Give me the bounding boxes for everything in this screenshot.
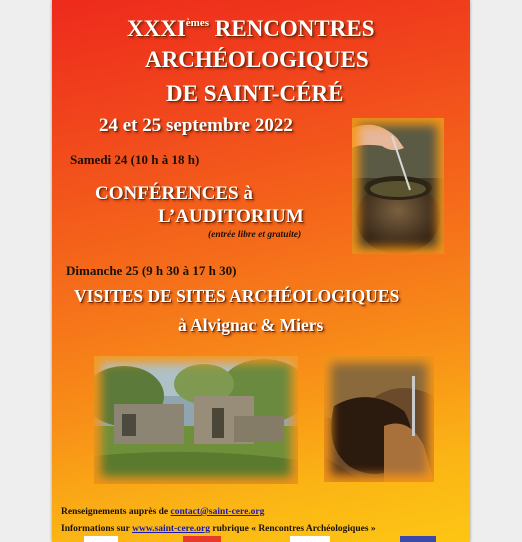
partner-logo-4: [400, 536, 436, 542]
pottery-photo: [352, 118, 444, 254]
event-dates: 24 et 25 septembre 2022: [99, 115, 293, 136]
conferences-line2: L’AUDITORIUM: [158, 206, 304, 227]
visits-line1: VISITES DE SITES ARCHÉOLOGIQUES: [74, 286, 400, 306]
poster-title-line1: XXXIèmes RENCONTRES: [127, 16, 375, 41]
conferences-note: (entrée libre et gratuite): [208, 230, 302, 240]
website-info: [61, 524, 376, 534]
cave-photo: [324, 356, 434, 482]
contact-info: [61, 507, 264, 517]
website-link[interactable]: www.saint-cere.org: [132, 524, 211, 534]
contact-email-link[interactable]: contact@saint-cere.org: [170, 507, 265, 517]
partner-logo-1: [84, 536, 118, 542]
website-label: Informations sur: [61, 524, 133, 534]
website-suffix: rubrique « Rencontres Archéologiques »: [210, 524, 376, 534]
event-poster: [52, 0, 470, 542]
sunday-schedule: Dimanche 25 (9 h 30 à 17 h 30): [66, 263, 237, 278]
conferences-line1: CONFÉRENCES à: [95, 183, 253, 204]
contact-label: Renseignements auprès de: [61, 507, 171, 517]
ruins-photo: [94, 356, 298, 484]
poster-title-line3: DE SAINT-CÉRÉ: [166, 81, 344, 106]
saturday-schedule: Samedi 24 (10 h à 18 h): [70, 152, 200, 167]
visits-line2: à Alvignac & Miers: [178, 315, 324, 335]
poster-title-line2: ARCHÉOLOGIQUES: [145, 47, 369, 72]
partner-logo-2: [183, 536, 221, 542]
partner-logo-3: [290, 536, 330, 542]
